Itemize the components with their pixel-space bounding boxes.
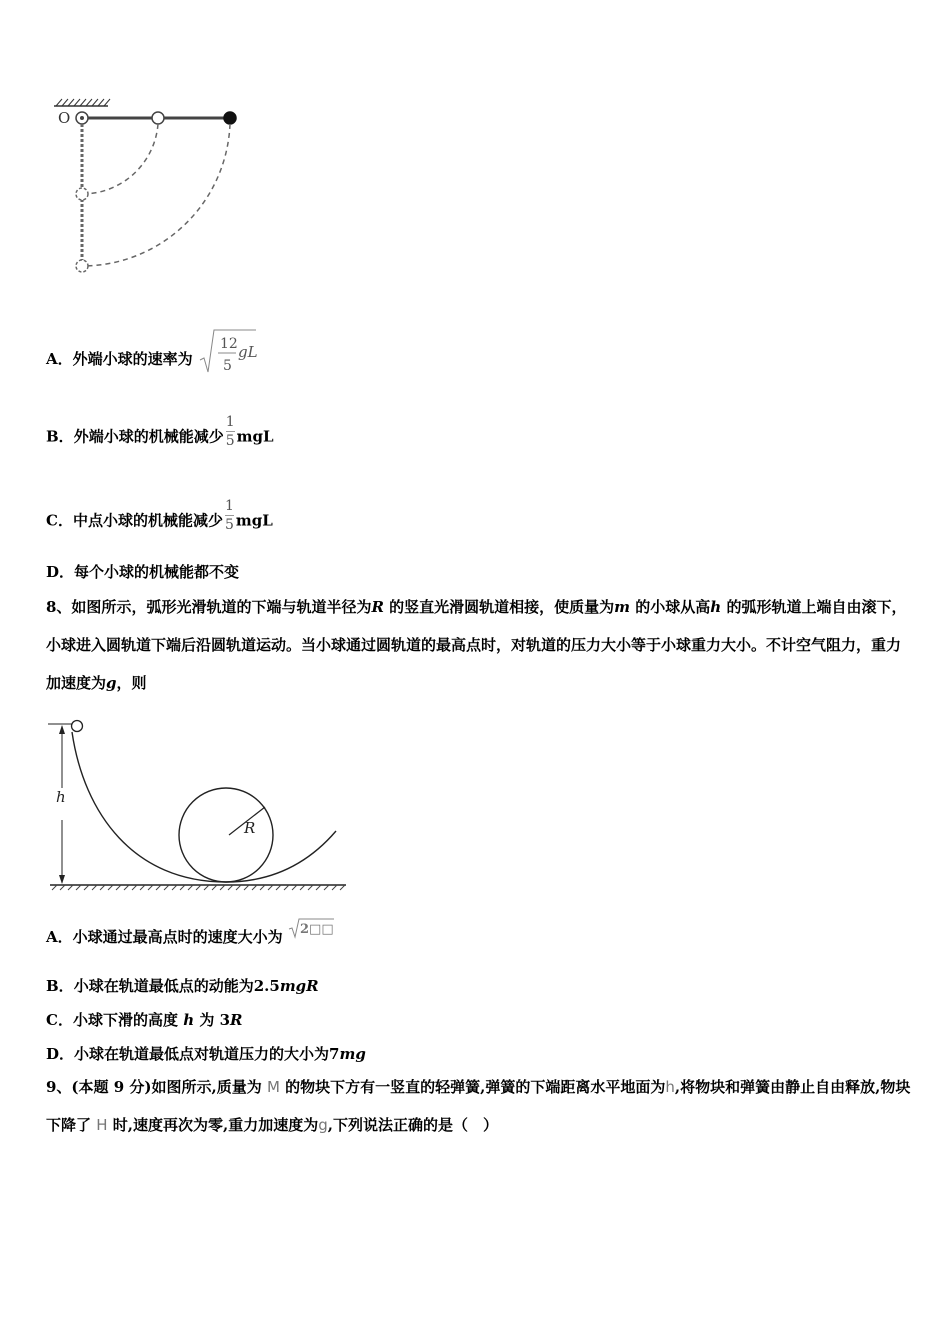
q8-option-b: B．小球在轨道最低点的动能为2.5mgR (46, 977, 319, 995)
q8-option-c: C．小球下滑的高度 h 为 3R (46, 1011, 243, 1029)
R-label: R (244, 819, 256, 837)
q8-option-a: A．小球通过最高点时的速度大小为 2□□ (46, 927, 334, 949)
q8-stem: 8、如图所示，弧形光滑轨道的下端与轨道半径为R 的竖直光滑圆轨道相接，使质量为m 的小球从高h 的弧形轨道上端自由滚下，小球进入圆轨道下端后沿圆轨道运动。当小球通过圆轨道的最高点时，对轨道的压力大小等于小球重力大小。不计空气阻力，重力加速度为g，则 (46, 598, 907, 692)
q7-option-b: B．外端小球的机械能减少 $\frac{1}{5}$ mgL (46, 414, 274, 449)
q9-stem: 9、(本题 9 分)如图所示,质量为 M 的物块下方有一竖直的轻弹簧,弹簧的下端距离水平地面为h,将物块和弹簧由静止自由释放,物块下降了 H 时,速度再次为零,重力加速度为g,下列说法正确的是（ ） (46, 1078, 911, 1134)
q7-option-d: D．每个小球的机械能都不变 (46, 563, 240, 581)
sqrt-expression (198, 326, 258, 378)
q7-option-a: A．外端小球的速率为 12 5 gL (46, 334, 258, 386)
sqrt-expression (288, 917, 334, 939)
fraction: $\frac{1}{5}$ (224, 498, 234, 533)
svg-text:2□□: 2□□ (299, 922, 334, 937)
q7-option-c: C．中点小球的机械能减少 $\frac{1}{5}$ mgL (46, 498, 273, 533)
svg-text:5: 5 (222, 358, 232, 374)
loop-track-figure (44, 704, 354, 896)
fraction: $\frac{1}{5}$ (225, 414, 235, 449)
h-label: h (56, 788, 66, 806)
pivot-label: O (58, 109, 71, 127)
q8-option-d: D．小球在轨道最低点对轨道压力的大小为7mg (46, 1045, 366, 1063)
svg-text:gL: gL (237, 343, 258, 361)
svg-text:12: 12 (219, 336, 238, 352)
rod-pendulum-figure (44, 96, 254, 281)
